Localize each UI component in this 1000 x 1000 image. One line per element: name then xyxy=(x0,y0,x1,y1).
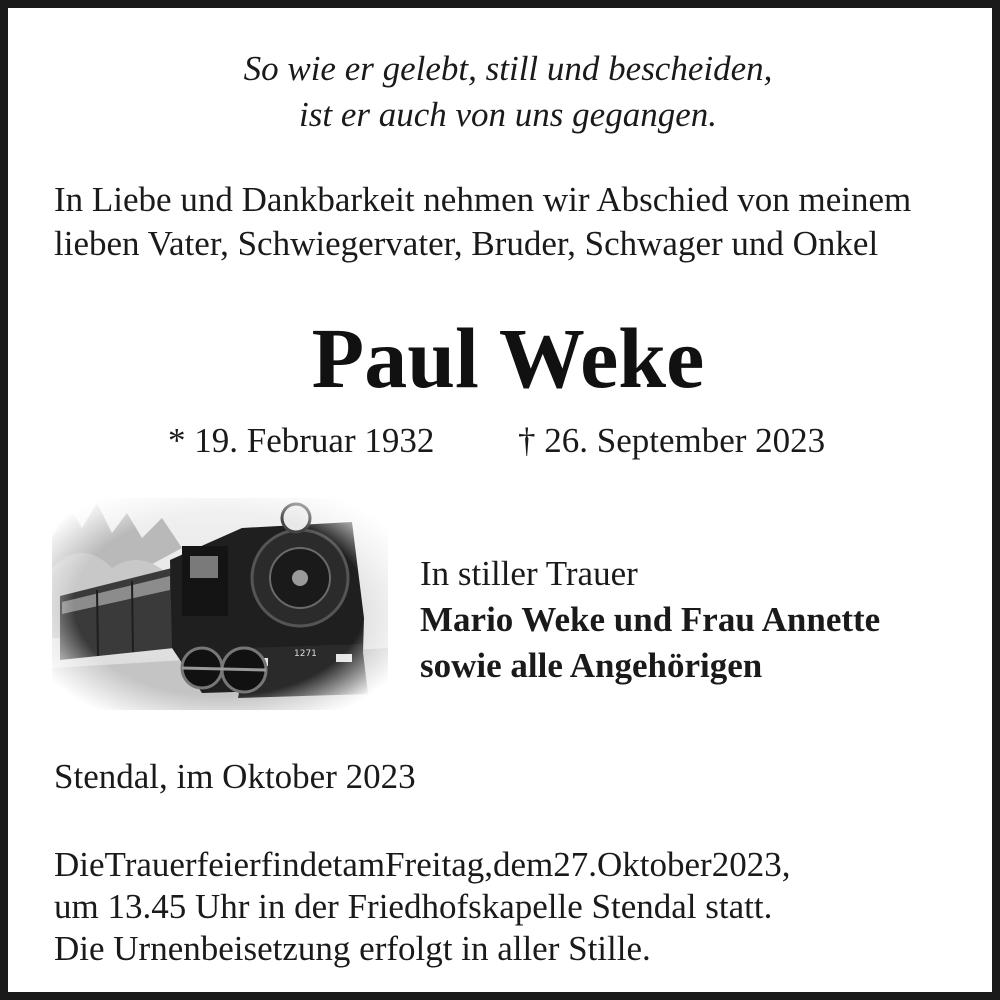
deceased-name: Paul Weke xyxy=(311,310,705,406)
motto-line-1: So wie er gelebt, still und bescheiden, xyxy=(243,49,773,88)
service-line-1 xyxy=(54,844,962,886)
service-line-2: um 13.45 Uhr in der Friedhofskapelle Stendal statt. xyxy=(54,887,773,926)
mourners-intro: In stiller Trauer xyxy=(420,554,638,593)
mourners-line-2: sowie alle Angehörigen xyxy=(420,646,763,685)
service-info xyxy=(54,844,962,970)
birth-date: * 19. Februar 1932 xyxy=(168,421,435,460)
service-word: 2023, xyxy=(711,845,791,884)
intro-text xyxy=(54,178,974,266)
motto xyxy=(8,46,1000,138)
intro-line-1: In Liebe und Dankbarkeit nehmen wir Abschied von meinem xyxy=(54,180,912,219)
service-word: findet xyxy=(260,845,343,884)
service-word: 27. xyxy=(553,845,597,884)
service-word: Freitag, xyxy=(385,845,493,884)
place-date: Stendal, im Oktober 2023 xyxy=(54,757,416,796)
mourners-line-1: Mario Weke und Frau Annette xyxy=(420,600,881,639)
death-date: † 26. September 2023 xyxy=(518,421,826,460)
mourners-block xyxy=(420,551,880,689)
service-word: Trauerfeier xyxy=(104,845,261,884)
service-line-3: Die Urnenbeisetzung erfolgt in aller Stille. xyxy=(54,929,651,968)
motto-line-2: ist er auch von uns gegangen. xyxy=(299,95,717,134)
intro-line-2: lieben Vater, Schwiegervater, Bruder, Schwager und Onkel xyxy=(54,224,879,263)
service-word: dem xyxy=(492,845,554,884)
service-word: am xyxy=(342,845,386,884)
service-word: Die xyxy=(54,845,105,884)
steam-locomotive-photo xyxy=(52,498,388,710)
service-word: Oktober xyxy=(597,845,712,884)
